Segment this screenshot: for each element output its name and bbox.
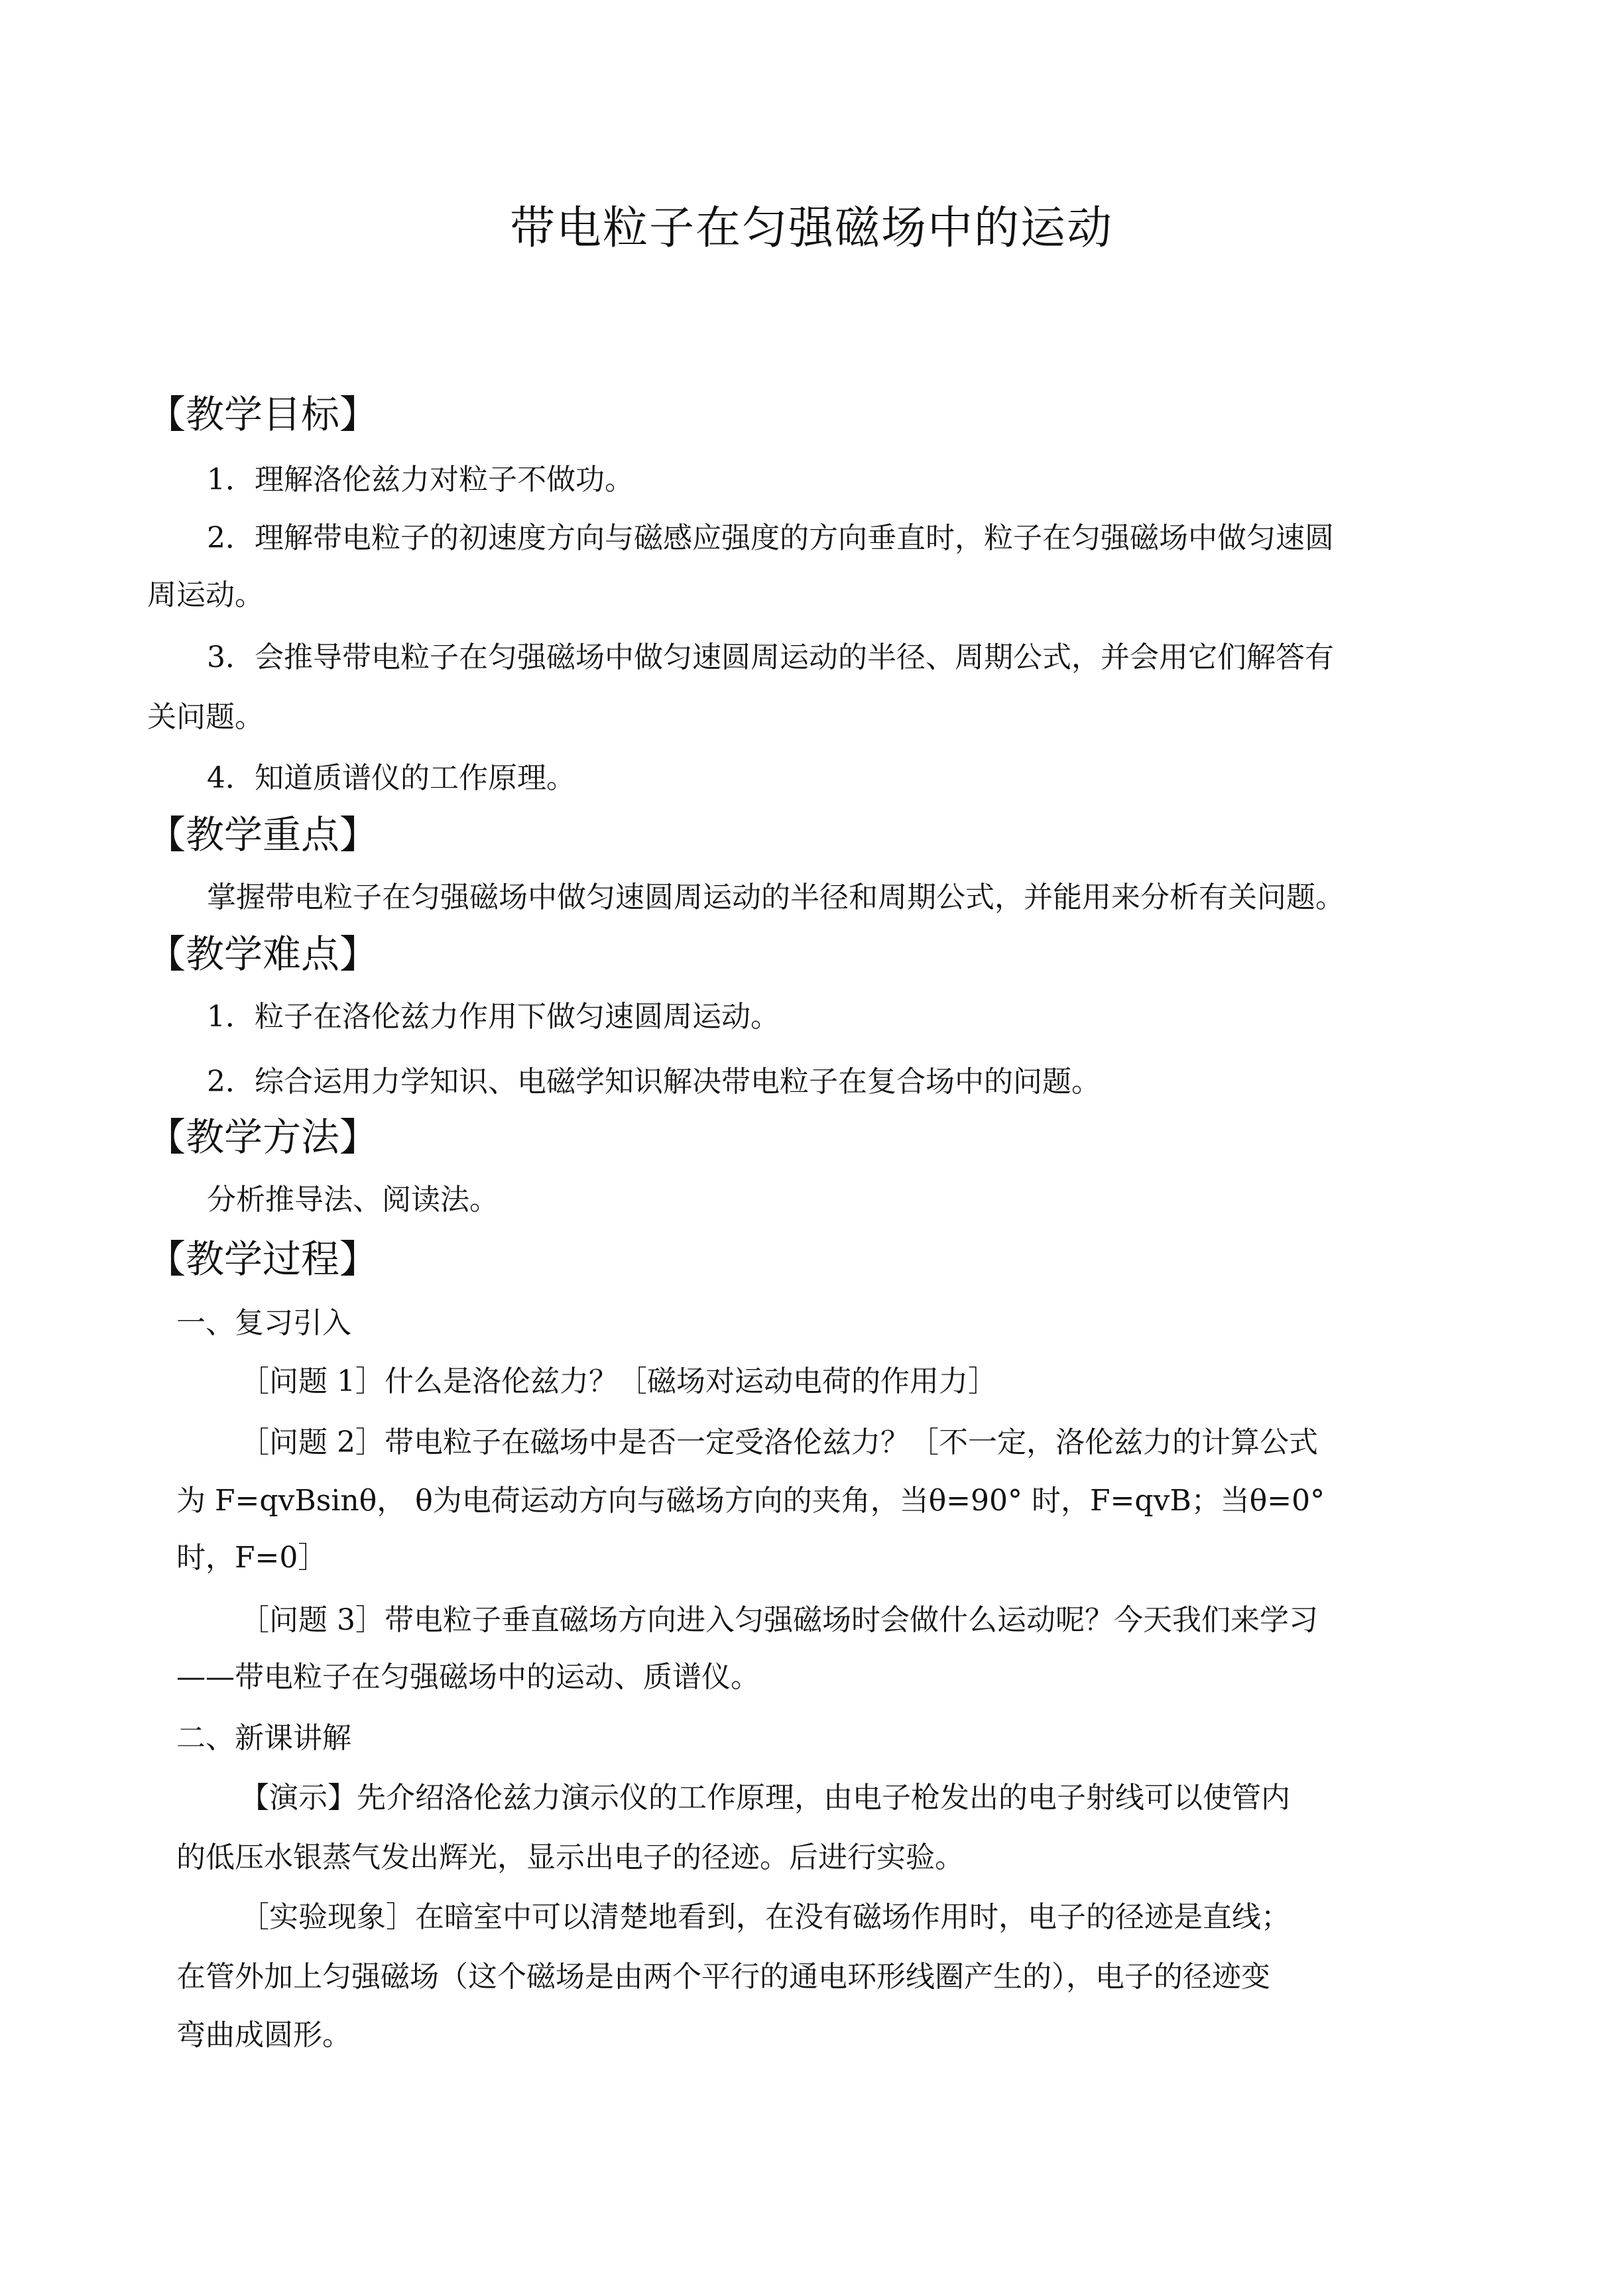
objective-line: 关问题。 (147, 700, 264, 734)
process-line: 一、复习引入 (176, 1306, 351, 1340)
objective-line: 4．知道质谱仪的工作原理。 (207, 761, 575, 795)
objective-line: 3．会推导带电粒子在匀强磁场中做匀速圆周运动的半径、周期公式，并会用它们解答有 (207, 640, 1334, 674)
section-heading-difficulties: 【教学难点】 (147, 932, 379, 977)
section-heading-objectives: 【教学目标】 (147, 392, 379, 437)
process-line: 二、新课讲解 (176, 1721, 351, 1755)
objective-line: 2．理解带电粒子的初速度方向与磁感应强度的方向垂直时，粒子在匀强磁场中做匀速圆 (207, 521, 1334, 555)
key-point-line: 掌握带电粒子在匀强磁场中做匀速圆周运动的半径和周期公式，并能用来分析有关问题。 (207, 880, 1345, 914)
process-line: 【演示】先介绍洛伦兹力演示仪的工作原理，由电子枪发出的电子射线可以使管内 (240, 1781, 1290, 1815)
process-line: ［问题 2］带电粒子在磁场中是否一定受洛伦兹力？［不一定，洛伦兹力的计算公式 (240, 1425, 1318, 1459)
section-heading-key-points: 【教学重点】 (147, 812, 379, 857)
process-line: 弯曲成圆形。 (176, 2018, 351, 2052)
objective-line: 1．理解洛伦兹力对粒子不做功。 (207, 463, 634, 497)
process-line: 的低压水银蒸气发出辉光，显示出电子的径迹。后进行实验。 (176, 1841, 964, 1874)
method-line: 分析推导法、阅读法。 (207, 1183, 499, 1217)
process-line: ——带电粒子在匀强磁场中的运动、质谱仪。 (176, 1660, 760, 1694)
document-title: 带电粒子在匀强磁场中的运动 (509, 202, 1113, 255)
process-line: ［实验现象］在暗室中可以清楚地看到，在没有磁场作用时，电子的径迹是直线； (240, 1900, 1290, 1934)
section-heading-process: 【教学过程】 (147, 1237, 379, 1282)
process-line: ［问题 1］什么是洛伦兹力？［磁场对运动电荷的作用力］ (240, 1364, 997, 1398)
section-heading-methods: 【教学方法】 (147, 1115, 379, 1160)
process-line: 为 F=qvBsinθ， θ为电荷运动方向与磁场方向的夹角，当θ=90° 时，F=qvB；当θ=0° (176, 1484, 1325, 1518)
process-line: ［问题 3］带电粒子垂直磁场方向进入匀强磁场时会做什么运动呢？今天我们来学习 (240, 1603, 1318, 1637)
objective-line: 周运动。 (147, 578, 264, 612)
process-line: 在管外加上匀强磁场（这个磁场是由两个平行的通电环形线圈产生的），电子的径迹变 (176, 1960, 1270, 1994)
difficulty-line: 1．粒子在洛伦兹力作用下做匀速圆周运动。 (207, 1000, 780, 1034)
process-line: 时，F=0］ (176, 1541, 328, 1575)
difficulty-line: 2．综合运用力学知识、电磁学知识解决带电粒子在复合场中的问题。 (207, 1065, 1101, 1099)
